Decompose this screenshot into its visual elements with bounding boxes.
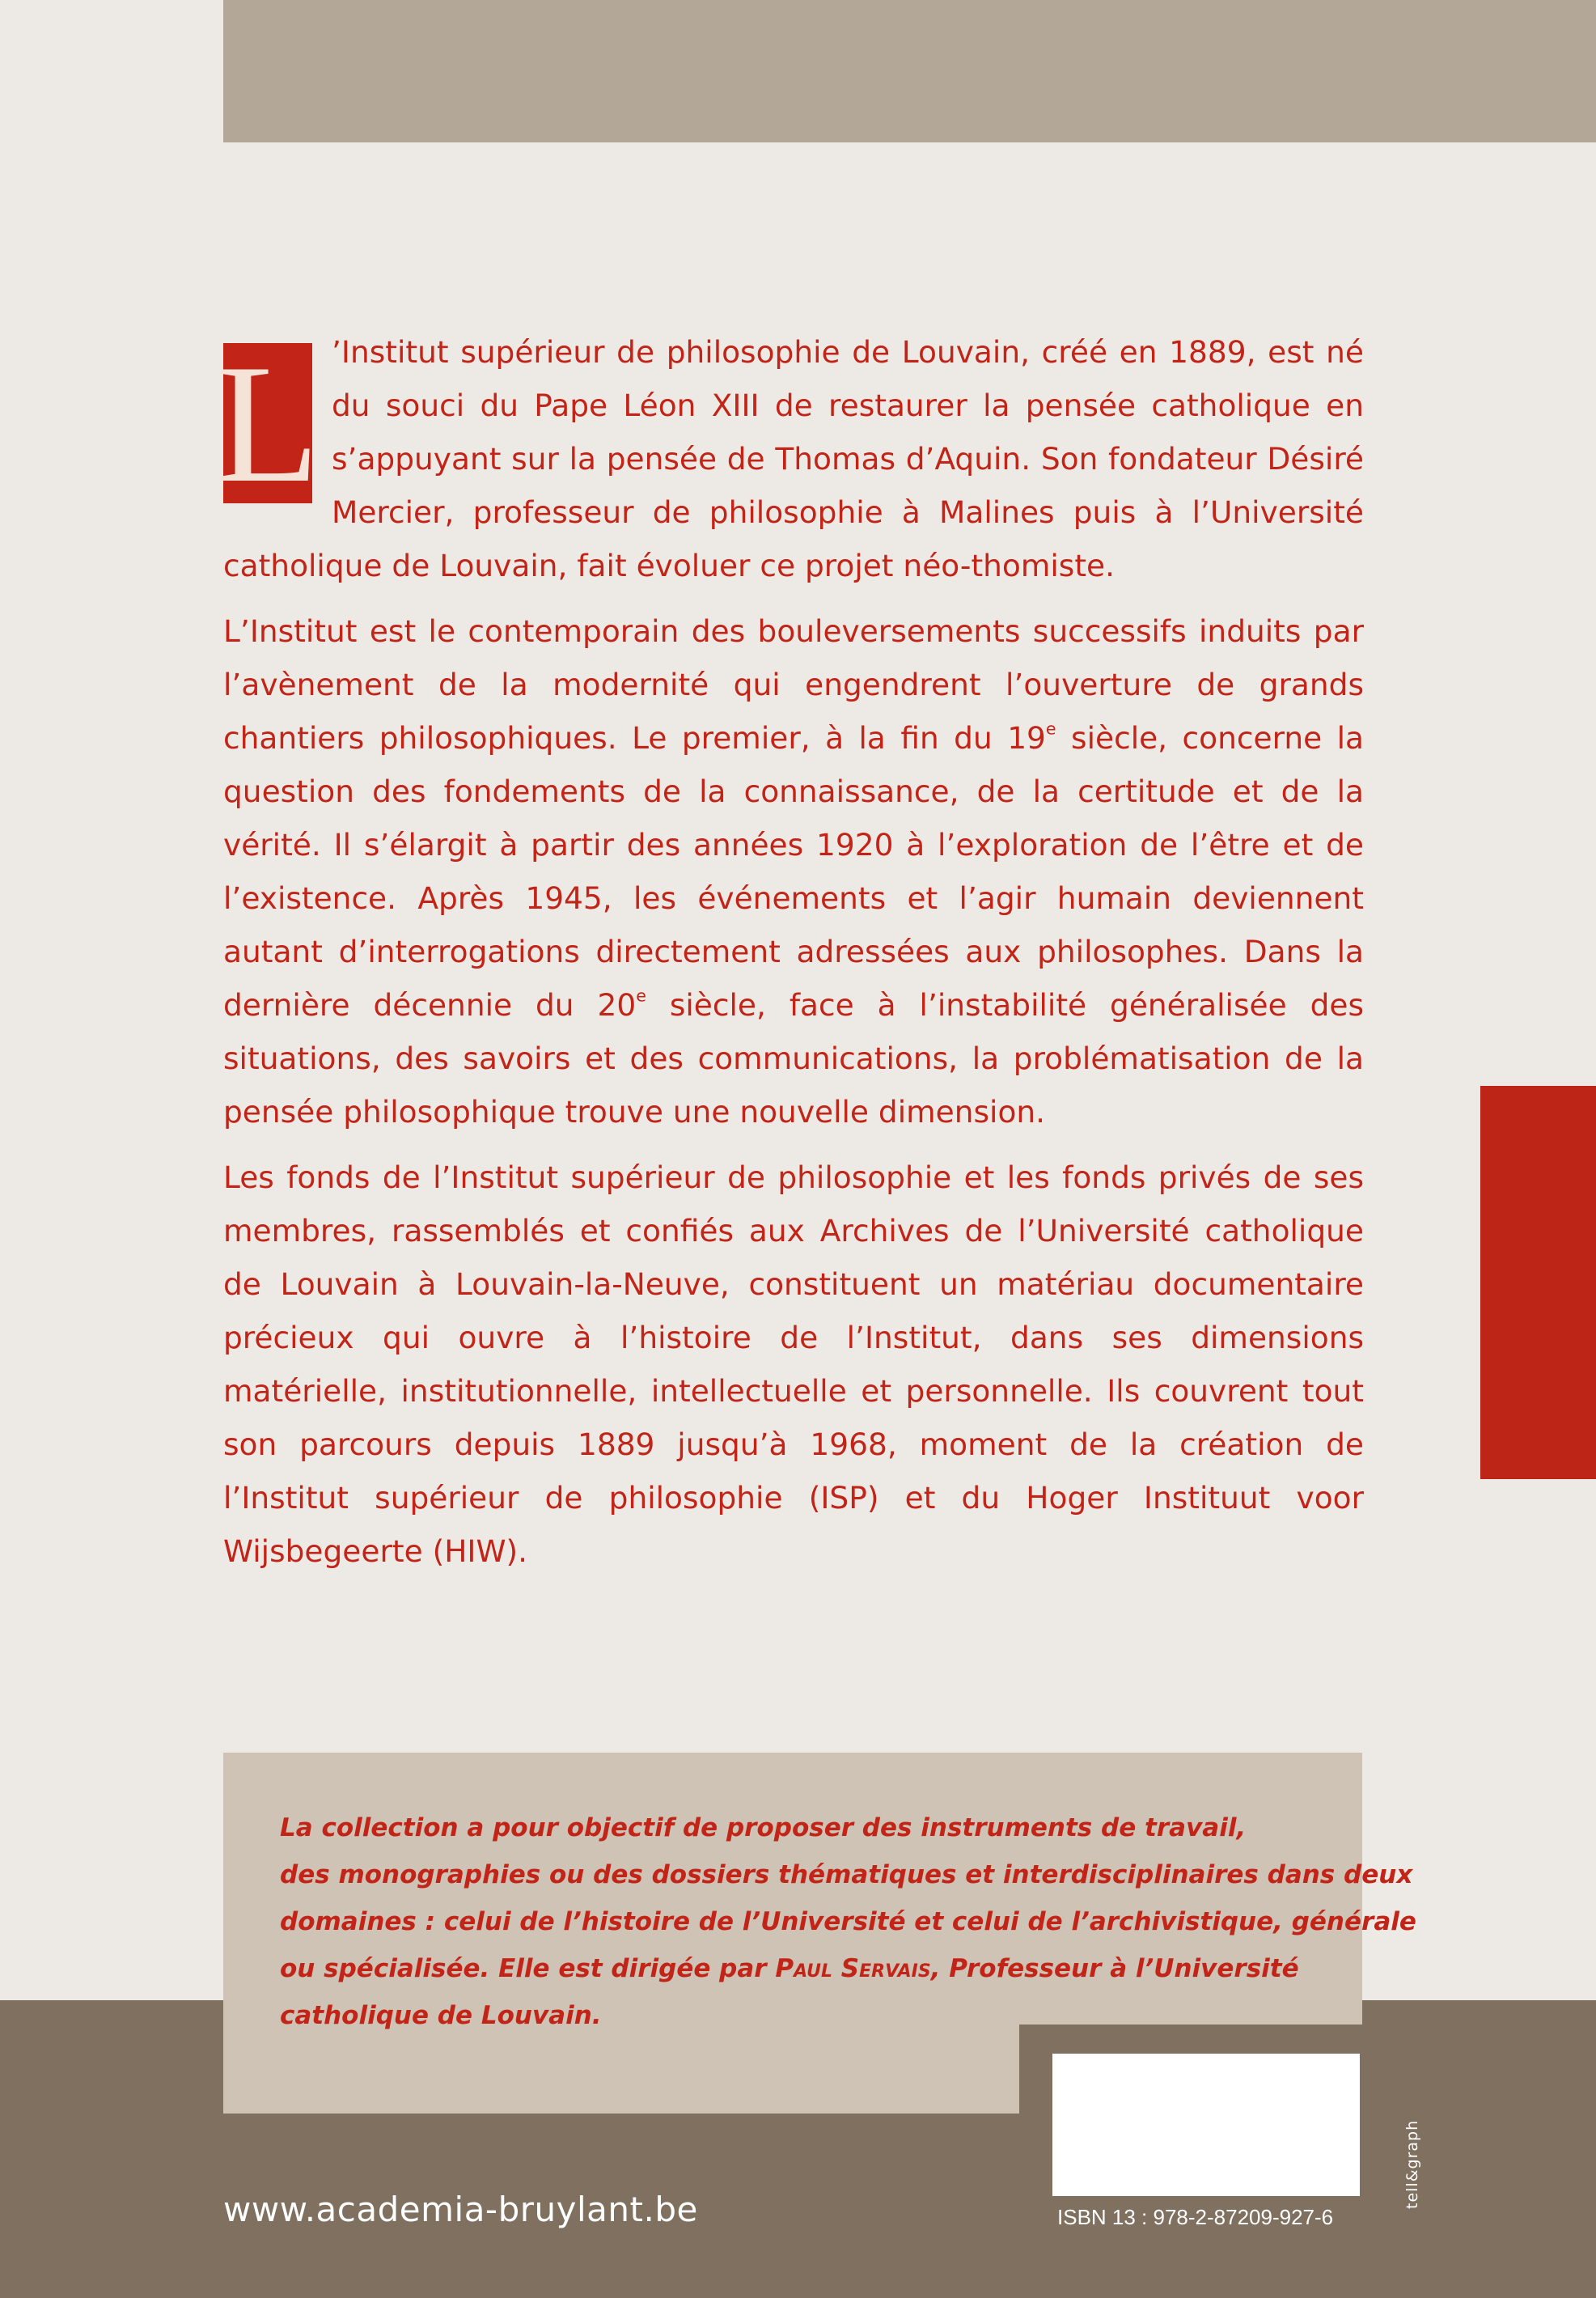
isbn-number: ISBN 13 : 978-2-87209-927-6 [1057,2205,1334,2229]
back-cover-text [215,325,1365,1590]
red-side-tab [1480,1086,1596,1479]
paragraph-2: L’Institut est le contemporain des bouleversements successifs induits par l’avènement de la modernité qui engendrent l’ouverture de grands chantiers philosophiques. Le premier, à la fin du 19e siècle, concerne la question des fondements de la connaissance, de la certitude et de la vérité. Il s’élargit à partir des années 1920 à l’exploration de l’être et de l’existence. Après 1945, les événements et l’agir humain deviennent autant d’interrogations directement adressées aux philosophes. Dans la dernière décennie du 20e siècle, face à l’instabilité généralisée des situations, des savoirs et des communications, la problématisation de la pensée philosophique trouve une nouvelle dimension. [223,613,1365,1130]
paragraph-3: Les fonds de l’Institut supérieur de philosophie et les fonds privés de ses membres, rassemblés et confiés aux Archives de l’Université catholique de Louvain à Louvain-la-Neuve, constituent un matériau documentaire précieux qui ouvre à l’histoire de l’Institut, dans ses dimensions matérielle, institutionnelle, intellectuelle et personnelle. Ils couvrent tout son parcours depuis 1889 jusqu’à 1968, moment de la création de l’Institut supérieur de philosophie (ISP) et du Hoger Instituut voor Wijsbegeerte (HIW). [223,1160,1364,1569]
barcode-area [1052,2054,1360,2196]
top-color-band [223,0,1596,142]
dropcap-ornament [215,330,320,518]
designer-credit: tell&graph [1403,2119,1421,2209]
dropcap-letter-icon [215,330,320,518]
paragraph-1-text: ’Institut supérieur de philosophie de Louvain, créé en 1889, est né du souci du Pape Léon XIII de restaurer la pensée catholique en s’appuyant sur la pensée de Thomas d’Aquin. Son fondateur Désiré Mercier, professeur de philosophie à Malines puis à l’Université catholique de Louvain, fait évoluer ce projet néo-thomiste. [223,334,1364,583]
paragraph-1 [215,325,1364,592]
publisher-website[interactable]: www.academia-bruylant.be [223,2190,698,2229]
svg-text:L: L [215,330,320,518]
collection-description: La collection a pour objectif de proposer des instruments de travail, des monographies ou des dossiers thématiques et interdisciplinaires dans deux domaines : celui de l’histoire de l’Université et celui de l’archivistique, générale ou spécialisée. Elle est dirigée par Paul Servais, Professeur à l’Université catholique de Louvain. [280,1813,1416,2030]
series-director: Paul Servais [775,1954,931,1983]
